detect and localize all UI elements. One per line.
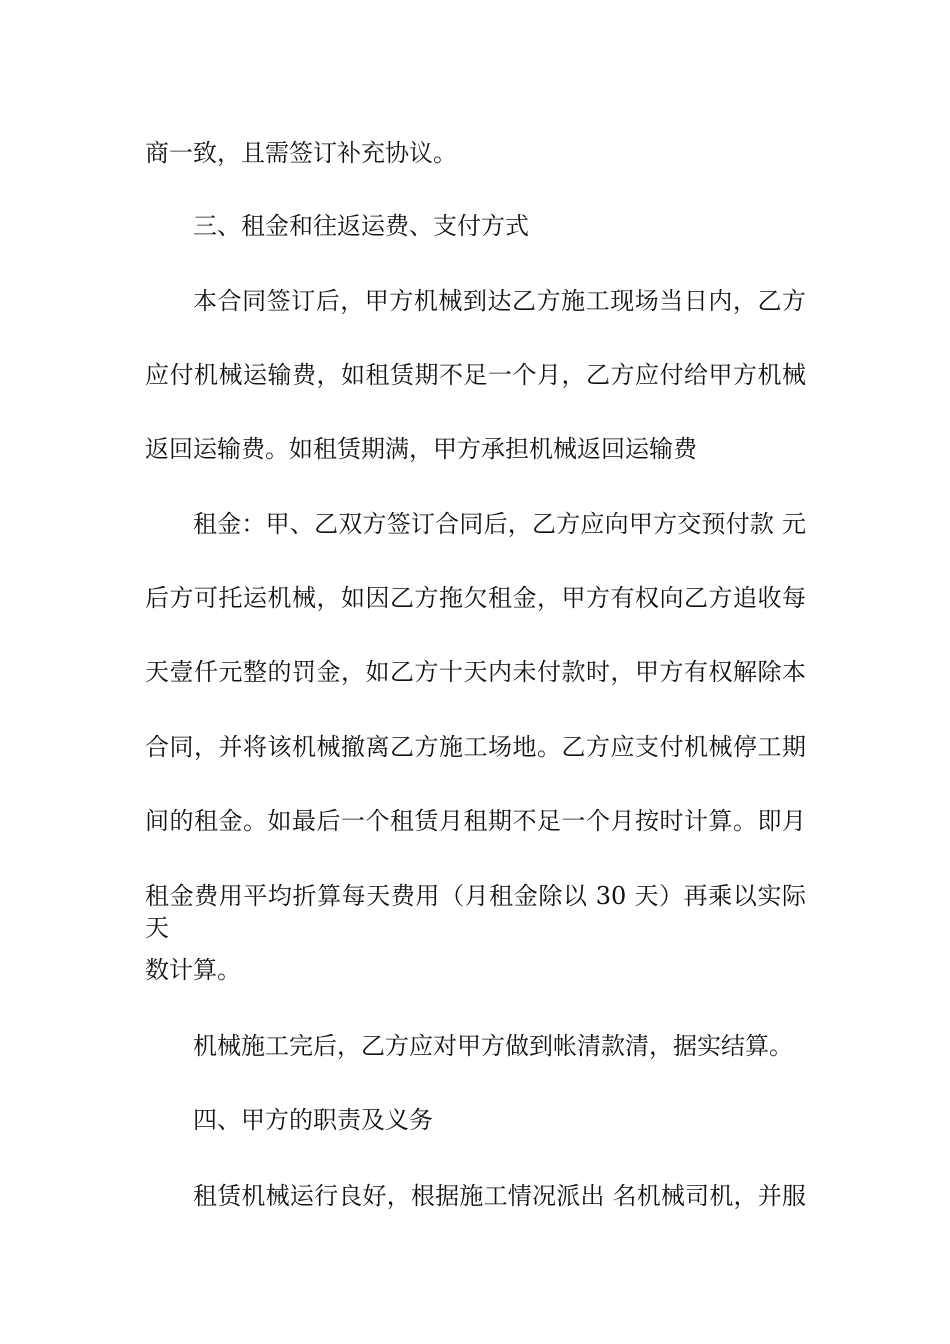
section-heading-3: 三、租金和往返运费、支付方式 (193, 212, 529, 240)
paragraph-line: 合同，并将该机械撤离乙方施工场地。乙方应支付机械停工期 (145, 733, 806, 761)
paragraph-line: 间的租金。如最后一个租赁月租期不足一个月按时计算。即月 (145, 807, 806, 835)
section-heading-4: 四、甲方的职责及义务 (193, 1106, 433, 1134)
paragraph-line: 机械施工完后，乙方应对甲方做到帐清款清，据实结算。 (193, 1032, 793, 1060)
paragraph-line: 租赁机械运行良好，根据施工情况派出 名机械司机，并服 (193, 1182, 806, 1210)
paragraph-line: 数计算。 (145, 956, 241, 984)
paragraph-line: 天壹仟元整的罚金，如乙方十天内未付款时，甲方有权解除本 (145, 658, 806, 686)
paragraph-line: 返回运输费。如租赁期满，甲方承担机械返回运输费 (145, 435, 697, 463)
paragraph-continuation-line: 商一致，且需签订补充协议。 (145, 139, 457, 167)
paragraph-line: 租金：甲、乙双方签订合同后，乙方应向甲方交预付款 元 (193, 510, 806, 538)
paragraph-line: 本合同签订后，甲方机械到达乙方施工现场当日内，乙方 (193, 287, 806, 315)
paragraph-line: 后方可托运机械，如因乙方拖欠租金，甲方有权向乙方追收每 (145, 584, 806, 612)
paragraph-line: 应付机械运输费，如租赁期不足一个月，乙方应付给甲方机械 (145, 361, 806, 389)
paragraph-line: 租金费用平均折算每天费用（月租金除以 30 天）再乘以实际天 (145, 882, 806, 942)
